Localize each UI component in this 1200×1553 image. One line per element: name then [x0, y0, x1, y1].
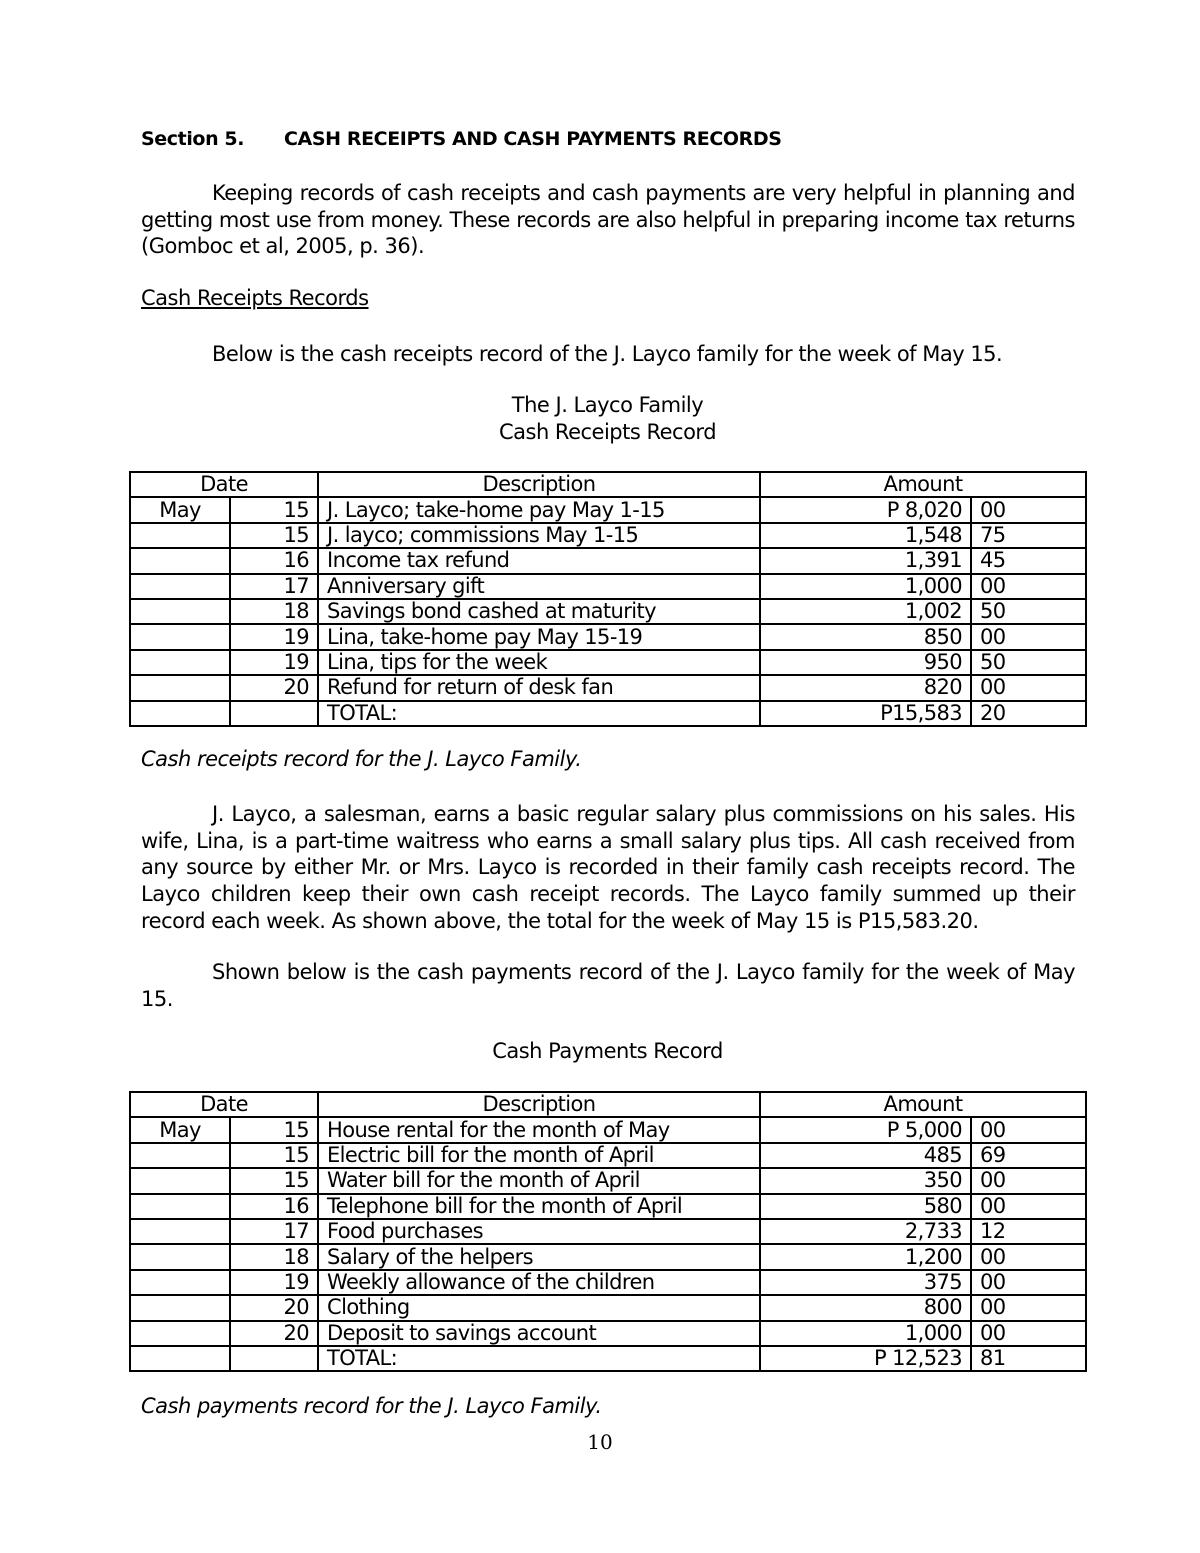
cents-cell: 00 — [971, 1244, 1086, 1269]
total-cents: 81 — [971, 1346, 1086, 1371]
cents-cell: 75 — [971, 523, 1086, 548]
payments-intro-text: Shown below is the cash payments record of the J. Layco family for the week of May 15. — [141, 960, 1075, 1011]
amount-cell: 1,548 — [760, 523, 971, 548]
explanation-text: J. Layco, a salesman, earns a basic regular salary plus commissions on his sales. His wife, Lina, is a part-time waitress who earns a small salary plus tips. All cash received from any source by either Mr. or Mrs. Layco is recorded in their family cash receipts record. The Layco children keep their own cash receipt records. The Layco family summed up their record each week. As shown above, the total for the week of May 15 is P15,583.20. — [141, 802, 1075, 933]
payments-intro-paragraph — [141, 959, 1075, 1012]
date-month-cell — [130, 1219, 230, 1244]
receipts-caption: Cash receipts record for the J. Layco Family. — [141, 747, 582, 771]
table-row — [130, 1321, 1086, 1346]
date-day-cell: 18 — [230, 1244, 318, 1269]
amount-cell: 1,002 — [760, 599, 971, 624]
table-row — [130, 548, 1086, 573]
total-amount: P 12,523 — [760, 1346, 971, 1371]
total-cents: 20 — [971, 701, 1086, 726]
explanation-paragraph — [141, 801, 1075, 935]
date-day-cell: 15 — [230, 1143, 318, 1168]
description-cell: Anniversary gift — [318, 574, 760, 599]
date-day-cell: 20 — [230, 675, 318, 700]
date-month-cell — [130, 1168, 230, 1193]
amount-cell: 350 — [760, 1168, 971, 1193]
receipts-intro-text: Below is the cash receipts record of the J. Layco family for the week of May 15. — [212, 342, 1003, 366]
description-cell: Water bill for the month of April — [318, 1168, 760, 1193]
date-month-cell — [130, 1194, 230, 1219]
amount-cell: 950 — [760, 650, 971, 675]
date-day-cell: 19 — [230, 624, 318, 649]
table-row — [130, 1194, 1086, 1219]
date-month-cell — [130, 1244, 230, 1269]
empty-cell — [230, 1346, 318, 1371]
description-cell: Deposit to savings account — [318, 1321, 760, 1346]
date-month-cell — [130, 650, 230, 675]
table-row — [130, 1244, 1086, 1269]
cents-cell: 00 — [971, 1321, 1086, 1346]
amount-cell: P 5,000 — [760, 1117, 971, 1142]
description-cell: Savings bond cashed at maturity — [318, 599, 760, 624]
amount-header: Amount — [760, 1092, 1086, 1117]
payments-record-title: Cash Payments Record — [492, 1039, 723, 1063]
cents-cell: 00 — [971, 675, 1086, 700]
cents-cell: 00 — [971, 574, 1086, 599]
cents-cell: 50 — [971, 599, 1086, 624]
cents-cell: 00 — [971, 1194, 1086, 1219]
cents-cell: 12 — [971, 1219, 1086, 1244]
table-row — [130, 523, 1086, 548]
table-row — [130, 1168, 1086, 1193]
total-row — [130, 1346, 1086, 1371]
cents-cell: 00 — [971, 497, 1086, 522]
description-header: Description — [318, 1092, 760, 1117]
description-cell: Clothing — [318, 1295, 760, 1320]
date-month-cell — [130, 1295, 230, 1320]
date-month-cell — [130, 624, 230, 649]
table-row — [130, 1270, 1086, 1295]
date-day-cell: 15 — [230, 1168, 318, 1193]
description-cell: Lina, tips for the week — [318, 650, 760, 675]
table-row — [130, 1295, 1086, 1320]
cents-cell: 00 — [971, 1117, 1086, 1142]
amount-cell: 850 — [760, 624, 971, 649]
date-day-cell: 19 — [230, 650, 318, 675]
amount-cell: 1,200 — [760, 1244, 971, 1269]
empty-cell — [230, 701, 318, 726]
receipts-header-row — [130, 472, 1086, 497]
date-day-cell: 16 — [230, 548, 318, 573]
date-day-cell: 19 — [230, 1270, 318, 1295]
description-cell: Telephone bill for the month of April — [318, 1194, 760, 1219]
cents-cell: 69 — [971, 1143, 1086, 1168]
cents-cell: 00 — [971, 1168, 1086, 1193]
date-month-cell — [130, 1321, 230, 1346]
date-day-cell: 18 — [230, 599, 318, 624]
date-header: Date — [130, 1092, 318, 1117]
amount-cell: 1,000 — [760, 1321, 971, 1346]
cents-cell: 00 — [971, 624, 1086, 649]
date-day-cell: 20 — [230, 1295, 318, 1320]
total-label: TOTAL: — [318, 701, 760, 726]
date-day-cell: 15 — [230, 497, 318, 522]
intro-text: Keeping records of cash receipts and cash payments are very helpful in planning and getting most use from money. These records are also helpful in preparing income tax returns (Gomboc et al, 2005, p. 36). — [141, 181, 1075, 259]
amount-cell: 375 — [760, 1270, 971, 1295]
description-header: Description — [318, 472, 760, 497]
description-cell: House rental for the month of May — [318, 1117, 760, 1142]
cents-cell: 50 — [971, 650, 1086, 675]
date-month-cell — [130, 1270, 230, 1295]
empty-cell — [130, 1346, 230, 1371]
amount-cell: 820 — [760, 675, 971, 700]
section-number: Section 5. — [141, 128, 245, 150]
table-row — [130, 624, 1086, 649]
table-row — [130, 574, 1086, 599]
description-cell: Salary of the helpers — [318, 1244, 760, 1269]
date-header: Date — [130, 472, 318, 497]
description-cell: Electric bill for the month of April — [318, 1143, 760, 1168]
cash-receipts-table — [129, 471, 1087, 727]
date-day-cell: 15 — [230, 523, 318, 548]
date-month-cell: May — [130, 1117, 230, 1142]
total-amount: P15,583 — [760, 701, 971, 726]
cents-cell: 45 — [971, 548, 1086, 573]
date-month-cell — [130, 1143, 230, 1168]
date-month-cell: May — [130, 497, 230, 522]
total-row — [130, 701, 1086, 726]
amount-header: Amount — [760, 472, 1086, 497]
table-row — [130, 1219, 1086, 1244]
payments-header-row — [130, 1092, 1086, 1117]
date-day-cell: 20 — [230, 1321, 318, 1346]
table-row — [130, 599, 1086, 624]
total-label: TOTAL: — [318, 1346, 760, 1371]
date-month-cell — [130, 675, 230, 700]
table-row — [130, 650, 1086, 675]
description-cell: Lina, take-home pay May 15-19 — [318, 624, 760, 649]
section-title: CASH RECEIPTS AND CASH PAYMENTS RECORDS — [284, 128, 782, 150]
description-cell: Refund for return of desk fan — [318, 675, 760, 700]
empty-cell — [130, 701, 230, 726]
table-row — [130, 497, 1086, 522]
payments-caption: Cash payments record for the J. Layco Family. — [141, 1394, 602, 1418]
section-heading — [141, 128, 782, 150]
amount-cell: 580 — [760, 1194, 971, 1219]
description-cell: J. layco; commissions May 1-15 — [318, 523, 760, 548]
amount-cell: 2,733 — [760, 1219, 971, 1244]
table-row — [130, 1117, 1086, 1142]
cents-cell: 00 — [971, 1270, 1086, 1295]
description-cell: Weekly allowance of the children — [318, 1270, 760, 1295]
page-number: 10 — [587, 1430, 613, 1454]
receipts-subheading: Cash Receipts Records — [141, 286, 369, 310]
date-day-cell: 16 — [230, 1194, 318, 1219]
table-row — [130, 1143, 1086, 1168]
date-day-cell: 17 — [230, 1219, 318, 1244]
receipts-family-title: The J. Layco Family — [511, 393, 704, 417]
receipts-record-title: Cash Receipts Record — [498, 420, 717, 444]
date-month-cell — [130, 548, 230, 573]
amount-cell: P 8,020 — [760, 497, 971, 522]
amount-cell: 485 — [760, 1143, 971, 1168]
date-day-cell: 17 — [230, 574, 318, 599]
description-cell: J. Layco; take-home pay May 1-15 — [318, 497, 760, 522]
date-month-cell — [130, 574, 230, 599]
intro-paragraph — [141, 180, 1075, 260]
amount-cell: 1,000 — [760, 574, 971, 599]
description-cell: Income tax refund — [318, 548, 760, 573]
description-cell: Food purchases — [318, 1219, 760, 1244]
cash-payments-table — [129, 1091, 1087, 1372]
cents-cell: 00 — [971, 1295, 1086, 1320]
amount-cell: 1,391 — [760, 548, 971, 573]
date-day-cell: 15 — [230, 1117, 318, 1142]
amount-cell: 800 — [760, 1295, 971, 1320]
receipts-intro-paragraph — [141, 341, 1075, 368]
date-month-cell — [130, 599, 230, 624]
table-row — [130, 675, 1086, 700]
date-month-cell — [130, 523, 230, 548]
